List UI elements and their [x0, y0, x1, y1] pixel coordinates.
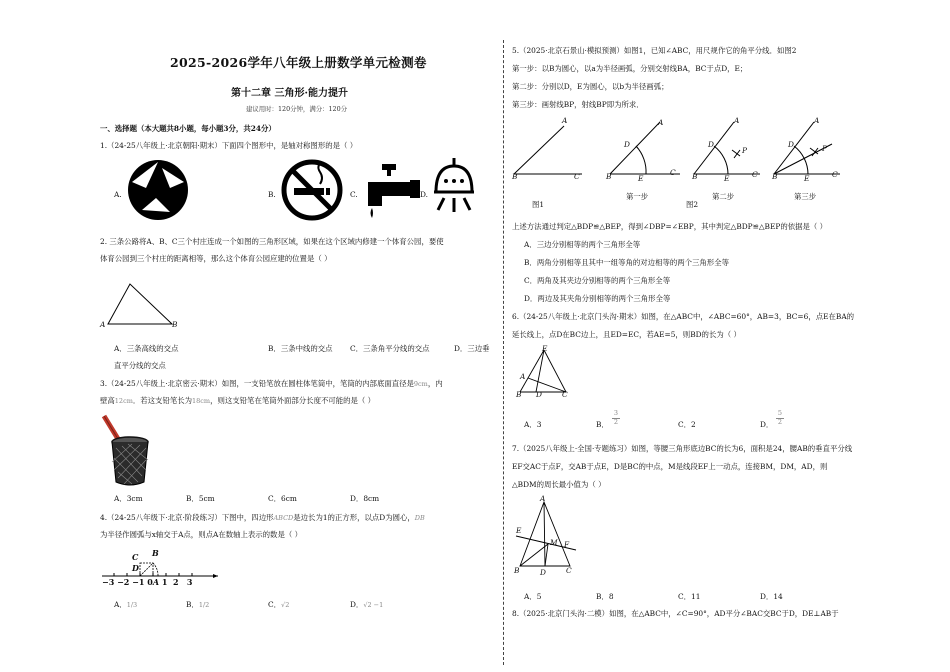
q2-label-a: A — [100, 320, 106, 329]
q5-step3-label-d: D — [788, 140, 794, 149]
q5-step2-label-d: D — [708, 140, 714, 149]
q2-label-b: B — [172, 320, 178, 329]
tri-blade-logo-icon — [126, 158, 190, 222]
q6-label-e: E — [542, 344, 548, 353]
q5-step2-label-b: B — [692, 172, 698, 181]
question-3-line2: 壁高12cm．若这支铅笔长为18cm，则这支铅笔在笔筒外面部分长度不可能的是（ ） — [100, 396, 376, 405]
pencil-cup-figure — [102, 412, 152, 488]
q5-caption-step2: 第二步 — [712, 192, 735, 201]
q2-option-a: A．三条高线的交点 — [114, 344, 179, 353]
q6-option-d: D． — [760, 420, 774, 429]
question-7-line1: 7.（2025八年级上·全国·专题练习）如图，等腰三角形底边BC的长为6，面积是24，腰AB的垂直平分线 — [512, 444, 853, 453]
q5-step1: 第一步：以B为圆心，以a为半径画弧，分别交射线BA，BC于点D，E； — [512, 64, 748, 73]
q1-option-a: A. — [114, 190, 122, 199]
question-4-line2: 为半径作圆弧与x轴交于A点，则点A在数轴上表示的数是（ ） — [100, 530, 302, 539]
q7-option-d: D．14 — [760, 592, 783, 601]
section-heading: 一、选择题（本大题共8小题，每小题3分，共24分） — [100, 124, 276, 133]
q1-option-b: B. — [268, 190, 276, 199]
question-7-line2: EF交AC于点F，交AB于点E，D是BC的中点，M是线段EF上一动点，连接BM，DM，AD，则 — [512, 462, 828, 471]
q5-caption-step1: 第一步 — [626, 192, 649, 201]
q5-fig1-label-c: C — [574, 172, 580, 181]
q7-option-c: C．11 — [678, 592, 701, 601]
q5-construction-figures — [510, 114, 900, 186]
q5-step3-label-e: E — [804, 174, 810, 183]
right-column — [510, 0, 898, 672]
q5-fig2-label-e: E — [638, 174, 644, 183]
q4-option-d: D．√2 −1 — [350, 600, 384, 609]
q7-label-m: M — [550, 538, 558, 547]
question-3-line1: 3.（24-25八年级上·北京密云·期末）如图，一支铅笔放在圆柱体笔筒中，笔筒的内部底面直径是9cm，内 — [100, 379, 443, 388]
q7-isosceles-figure — [514, 498, 584, 572]
q7-label-c: C — [566, 566, 572, 575]
page-title: 2025-2026学年八年级上册数学单元检测卷 — [170, 55, 427, 70]
q3-option-c: C．6cm — [268, 494, 297, 503]
q4-label-b: B — [152, 548, 159, 558]
q6-label-b: B — [516, 390, 522, 399]
q7-label-e: E — [516, 526, 522, 535]
q5-step2-label-c: C — [752, 170, 758, 179]
q5-option-c: C．两角及其夹边分别相等的两个三角形全等 — [524, 276, 671, 285]
q6-option-c: C．2 — [678, 420, 696, 429]
q7-label-d: D — [540, 568, 546, 577]
question-2-line1: 2. 三条公路将A、B、C三个村庄连成一个如图的三角形区域，如果在这个区域内修建一个体育公园，要使 — [100, 237, 444, 246]
q4-label-d: D — [132, 563, 139, 573]
q5-step3: 第三步：画射线BP，射线BP即为所求． — [512, 100, 644, 109]
q5-caption-fig2: 图2 — [686, 200, 699, 209]
q1-option-c: C. — [350, 190, 358, 199]
q4-option-b: B．1/2 — [186, 600, 210, 609]
exam-meta: 建议用时：120分钟，满分：120分 — [246, 105, 348, 113]
q7-label-b: B — [514, 566, 520, 575]
q5-option-a: A．三边分别相等的两个三角形全等 — [524, 240, 641, 249]
q4-option-c: C．√2 — [268, 600, 290, 609]
q6-option-b-frac: 3 2 — [613, 409, 619, 426]
q4-label-c: C — [132, 552, 139, 562]
q3-option-d: D．8cm — [350, 494, 380, 503]
q5-step3-label-b: B — [772, 172, 778, 181]
q3-option-b: B．5cm — [186, 494, 215, 503]
q4-tick-labels: −3 −2 −1 0A 1 2 3 — [102, 577, 193, 587]
q7-option-b: B．8 — [596, 592, 614, 601]
q6-label-d: D — [536, 390, 542, 399]
q5-step3-label-p: P — [822, 144, 827, 153]
water-tap-icon — [360, 160, 422, 220]
q5-step3-label-c: C — [832, 170, 838, 179]
q5-step2-label-e: E — [724, 174, 730, 183]
q5-caption-step3: 第三步 — [794, 192, 817, 201]
q5-step3-label-a: A — [814, 116, 820, 125]
question-8-line1: 8.（2025·北京门头沟·二模）如图，在△ABC中，∠C=90°，AD平分∠BAC交BC于D，DE⊥AB于 — [512, 609, 839, 618]
question-5-line1: 5.（2025·北京石景山·模拟预测）如图1，已知∠ABC，用尺规作它的角平分线．如图2 — [512, 46, 797, 55]
q2-option-b: B．三条中线的交点 — [268, 344, 333, 353]
q5-option-d: D．两边及其夹角分别相等的两个三角形全等 — [524, 294, 671, 303]
question-6-line2: 延长线上，点D在BC边上，且ED=EC，若AE=5，则BD的长为（ ） — [512, 330, 741, 339]
question-5-query: 上述方法通过判定△BDP≌△BEP，得到∠DBP=∠EBP，其中判定△BDP≌△BEP的依据是（ ） — [512, 222, 828, 231]
bell-lamp-icon — [430, 156, 478, 220]
q2-option-d-cont: 直平分线的交点 — [114, 361, 166, 370]
question-2-line2: 体育公园到三个村庄的距离相等，那么这个体育公园应建的位置是（ ） — [100, 254, 332, 263]
question-7-line3: △BDM的周长最小值为（ ） — [512, 480, 606, 489]
q5-option-b: B．两角分别相等且其中一组等角的对边相等的两个三角形全等 — [524, 258, 729, 267]
q4-option-a: A．1/3 — [114, 600, 138, 609]
no-smoking-icon — [280, 158, 344, 222]
q5-fig2-label-b: B — [606, 172, 612, 181]
q5-fig2-label-c: C — [670, 168, 676, 177]
q6-option-a: A．3 — [524, 420, 542, 429]
q2-option-d: D．三边垂 — [454, 344, 490, 353]
q5-fig1-label-a: A — [562, 116, 568, 125]
question-1-text: 1.（24-25八年级上·北京朝阳·期末）下面四个图形中，是轴对称图形的是（ ） — [100, 141, 358, 150]
q5-fig1-label-b: B — [512, 172, 518, 181]
question-6-line1: 6.（24-25八年级上·北京门头沟·期末）如图，在△ABC中，∠ABC=60°，AB=3，BC=6，点E在BA的 — [512, 312, 855, 321]
q2-triangle-figure — [102, 282, 182, 334]
question-4-line1: 4.（24-25八年级下·北京·阶段练习）下图中，四边形ABCD是边长为1的正方形，以点D为圆心，DB — [100, 513, 425, 522]
q1-option-d: D. — [420, 190, 429, 199]
q5-caption-fig1: 图1 — [532, 200, 545, 209]
q5-step2-label-a: A — [734, 116, 740, 125]
left-column — [98, 0, 496, 672]
q7-option-a: A．5 — [524, 592, 542, 601]
q6-option-b: B． — [596, 420, 609, 429]
q7-label-f: F — [564, 540, 570, 549]
q2-option-c: C．三条角平分线的交点 — [350, 344, 430, 353]
q6-label-c: C — [562, 390, 568, 399]
chapter-title: 第十二章 三角形·能力提升 — [231, 88, 348, 99]
q5-fig2-label-d: D — [624, 140, 630, 149]
q7-label-a: A — [540, 494, 546, 503]
q5-step2-label-p: P — [742, 146, 747, 155]
q6-label-a: A — [520, 372, 526, 381]
column-divider — [503, 40, 504, 665]
q5-fig2-label-a: A — [658, 118, 664, 127]
q6-option-d-frac: 5 2 — [777, 409, 783, 426]
q3-option-a: A．3cm — [114, 494, 143, 503]
q5-step2: 第二步：分别以D，E为圆心，以b为半径画弧； — [512, 82, 669, 91]
